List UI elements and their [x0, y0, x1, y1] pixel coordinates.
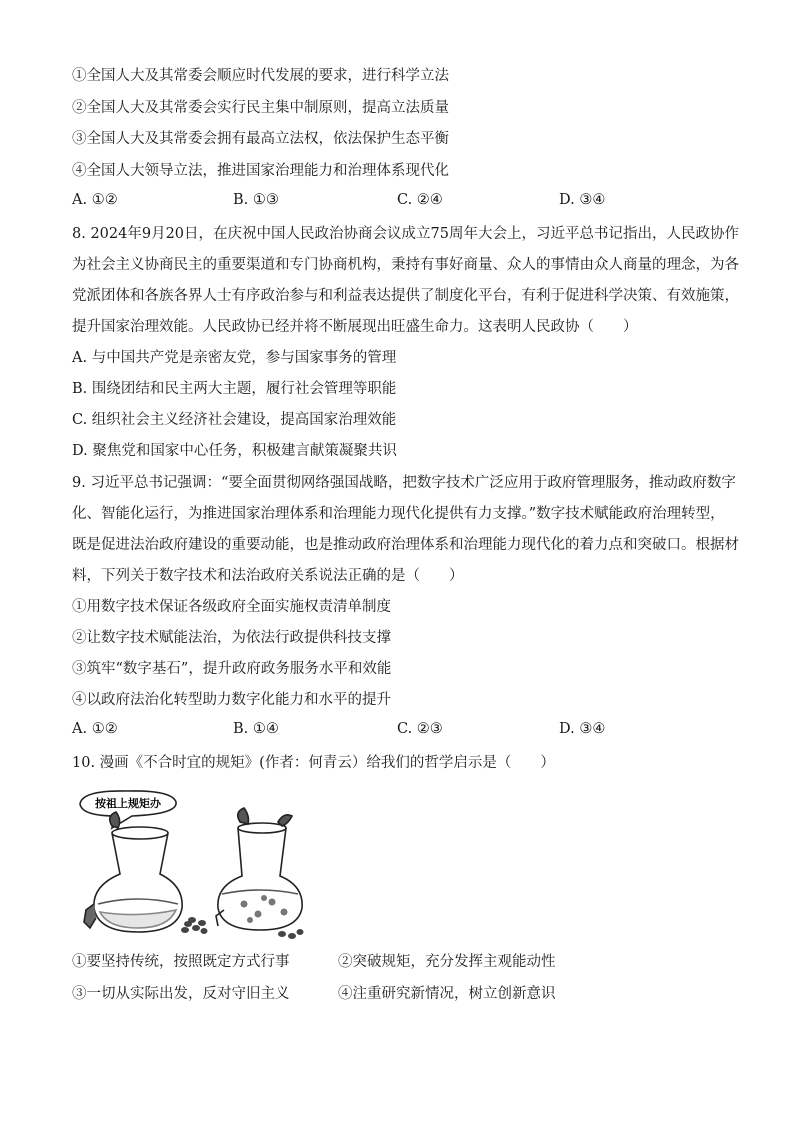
beans-left [181, 917, 208, 934]
q8-option-c: C. 组织社会主义经济社会建设，提高国家治理效能 [72, 412, 397, 428]
q9-item-2: ②让数字技术赋能法治，为依法行政提供科技支撑 [72, 630, 391, 646]
q7-item-2: ②全国人大及其常委会实行民主集中制原则，提高立法质量 [72, 100, 449, 116]
q8-stem-line-1: 8. 2024年9月20日，在庆祝中国人民政治协商会议成立75周年大会上，习近平总书记指出，人民政协作 [72, 226, 739, 242]
speech-bubble [80, 791, 176, 828]
q8-option-d: D. 聚焦党和国家中心任务，积极建言献策凝聚共识 [72, 443, 397, 459]
q7-item-3: ③全国人大及其常委会拥有最高立法权，依法保护生态平衡 [72, 131, 449, 147]
speech-bubble-text: 按祖上规矩办 [95, 797, 161, 810]
q9-stem-line-1: 9. 习近平总书记强调：“要全面贯彻网络强国战略，把数字技术广泛应用于政府管理服务，推动政府数字 [72, 475, 736, 491]
q9-option-b: B. ①④ [233, 721, 279, 737]
left-flask [84, 812, 182, 932]
q10-stem: 10. 漫画《不合时宜的规矩》(作者：何青云）给我们的哲学启示是（ ） [72, 755, 555, 771]
q9-option-d: D. ③④ [559, 721, 606, 737]
q9-option-c: C. ②③ [397, 721, 443, 737]
q7-option-a: A. ①② [72, 192, 118, 208]
beans-right [278, 929, 304, 939]
q8-stem-line-2: 为社会主义协商民主的重要渠道和专门协商机构，秉持有事好商量、众人的事情由众人商量的理念，为各 [72, 257, 739, 273]
q9-options [72, 721, 732, 741]
q9-item-1: ①用数字技术保证各级政府全面实施权责清单制度 [72, 599, 391, 615]
q10-item-1: ①要坚持传统，按照既定方式行事 [72, 954, 290, 970]
q9-stem-line-2: 化、智能化运行，为推进国家治理体系和治理能力现代化提供有力支撑。”数字技术赋能政府治理转型， [72, 506, 725, 522]
right-flask [216, 808, 302, 930]
q8-option-b: B. 围绕团结和民主两大主题，履行社会管理等职能 [72, 381, 397, 397]
q9-item-3: ③筑牢“数字基石”，提升政府政务服务水平和效能 [72, 661, 392, 677]
q10-item-4: ④注重研究新情况，树立创新意识 [338, 986, 556, 1002]
q7-option-d: D. ③④ [559, 192, 606, 208]
q7-item-1: ①全国人大及其常委会顺应时代发展的要求，进行科学立法 [72, 68, 449, 84]
q8-option-a: A. 与中国共产党是亲密友党，参与国家事务的管理 [72, 350, 397, 366]
q7-item-4: ④全国人大领导立法，推进国家治理能力和治理体系现代化 [72, 163, 449, 179]
q8-stem-line-4: 提升国家治理效能。人民政协已经并将不断展现出旺盛生命力。这表明人民政协（ ） [72, 319, 638, 335]
q8-stem-line-3: 党派团体和各族各界人士有序政治参与和利益表达提供了制度化平台，有利于促进科学决策、有效施策， [72, 288, 739, 304]
q10-item-2: ②突破规矩，充分发挥主观能动性 [338, 954, 556, 970]
q9-stem-line-3: 既是促进法治政府建设的重要动能，也是推动政府治理体系和治理能力现代化的着力点和突破口。根据材 [72, 537, 739, 553]
q9-item-4: ④以政府法治化转型助力数字化能力和水平的提升 [72, 692, 391, 708]
q9-option-a: A. ①② [72, 721, 118, 737]
cartoon-image [72, 786, 322, 944]
q7-option-b: B. ①③ [233, 192, 279, 208]
q7-options [72, 192, 732, 212]
q10-item-3: ③一切从实际出发，反对守旧主义 [72, 986, 290, 1002]
q9-stem-line-4: 料，下列关于数字技术和法治政府关系说法正确的是（ ） [72, 568, 464, 584]
q7-option-c: C. ②④ [397, 192, 443, 208]
